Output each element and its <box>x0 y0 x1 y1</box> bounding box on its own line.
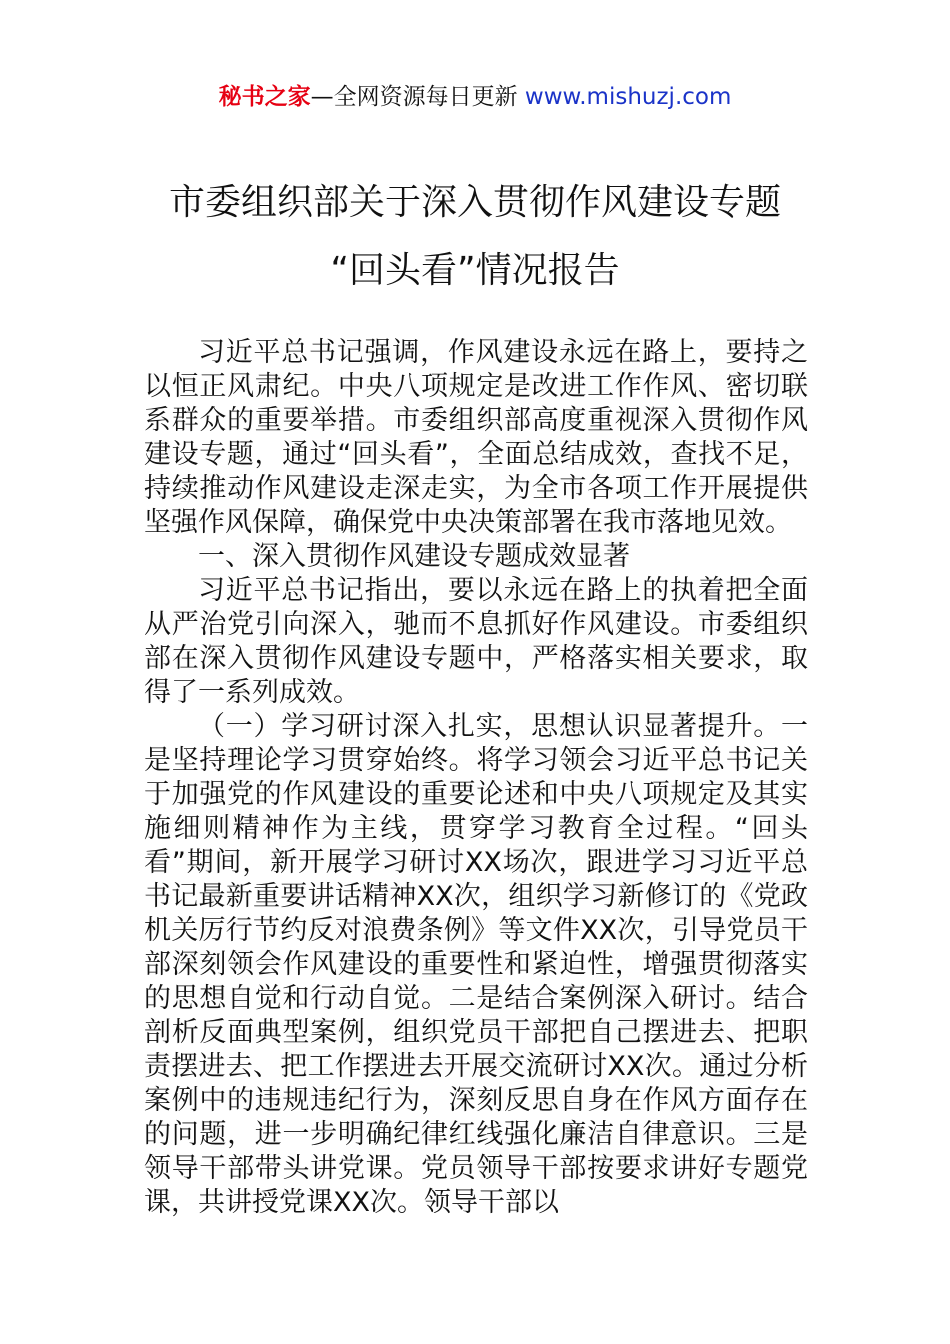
site-url[interactable]: www.mishuzj.com <box>524 84 732 110</box>
document-title-line-2: “回头看”情况报告 <box>330 250 620 291</box>
site-header <box>0 80 950 114</box>
site-brand: 秘书之家 <box>218 84 311 110</box>
site-tagline: —全网资源每日更新 <box>310 84 525 110</box>
section-heading-1: 一、深入贯彻作风建设专题成效显著 <box>198 541 630 572</box>
document-body <box>144 336 808 1220</box>
paragraph-section-1: 习近平总书记指出，要以永远在路上的执着把全面从严治党引向深入，驰而不息抓好作风建设。市委组织部在深入贯彻作风建设专题中，严格落实相关要求，取得了一系列成效。 <box>144 575 808 708</box>
paragraph-intro: 习近平总书记强调，作风建设永远在路上，要持之以恒正风肃纪。中央八项规定是改进工作作风、密切联系群众的重要举措。市委组织部高度重视深入贯彻作风建设专题，通过“回头看”，全面总结成效，查找不足，持续推动作风建设走深走实，为全市各项工作开展提供坚强作风保障，确保党中央决策部署在我市落地见效。 <box>144 337 808 538</box>
paragraph-subsection-1: （一）学习研讨深入扎实，思想认识显著提升。一是坚持理论学习贯穿始终。将学习领会习近平总书记关于加强党的作风建设的重要论述和中央八项规定及其实施细则精神作为主线，贯穿学习教育全过程。“回头看”期间，新开展学习研讨XX场次，跟进学习习近平总书记最新重要讲话精神XX次，组织学习新修订的《党政机关厉行节约反对浪费条例》等文件XX次，引导党员干部深刻领会作风建设的重要性和紧迫性，增强贯彻落实的思想自觉和行动自觉。二是结合案例深入研讨。结合剖析反面典型案例，组织党员干部把自己摆进去、把职责摆进去、把工作摆进去开展交流研讨XX次。通过分析案例中的违规违纪行为，深刻反思自身在作风方面存在的问题，进一步明确纪律红线强化廉洁自律意识。三是领导干部带头讲党课。党员领导干部按要求讲好专题党课，共讲授党课XX次。领导干部以 <box>144 711 808 1218</box>
document-title-line-1: 市委组织部关于深入贯彻作风建设专题 <box>168 182 781 223</box>
